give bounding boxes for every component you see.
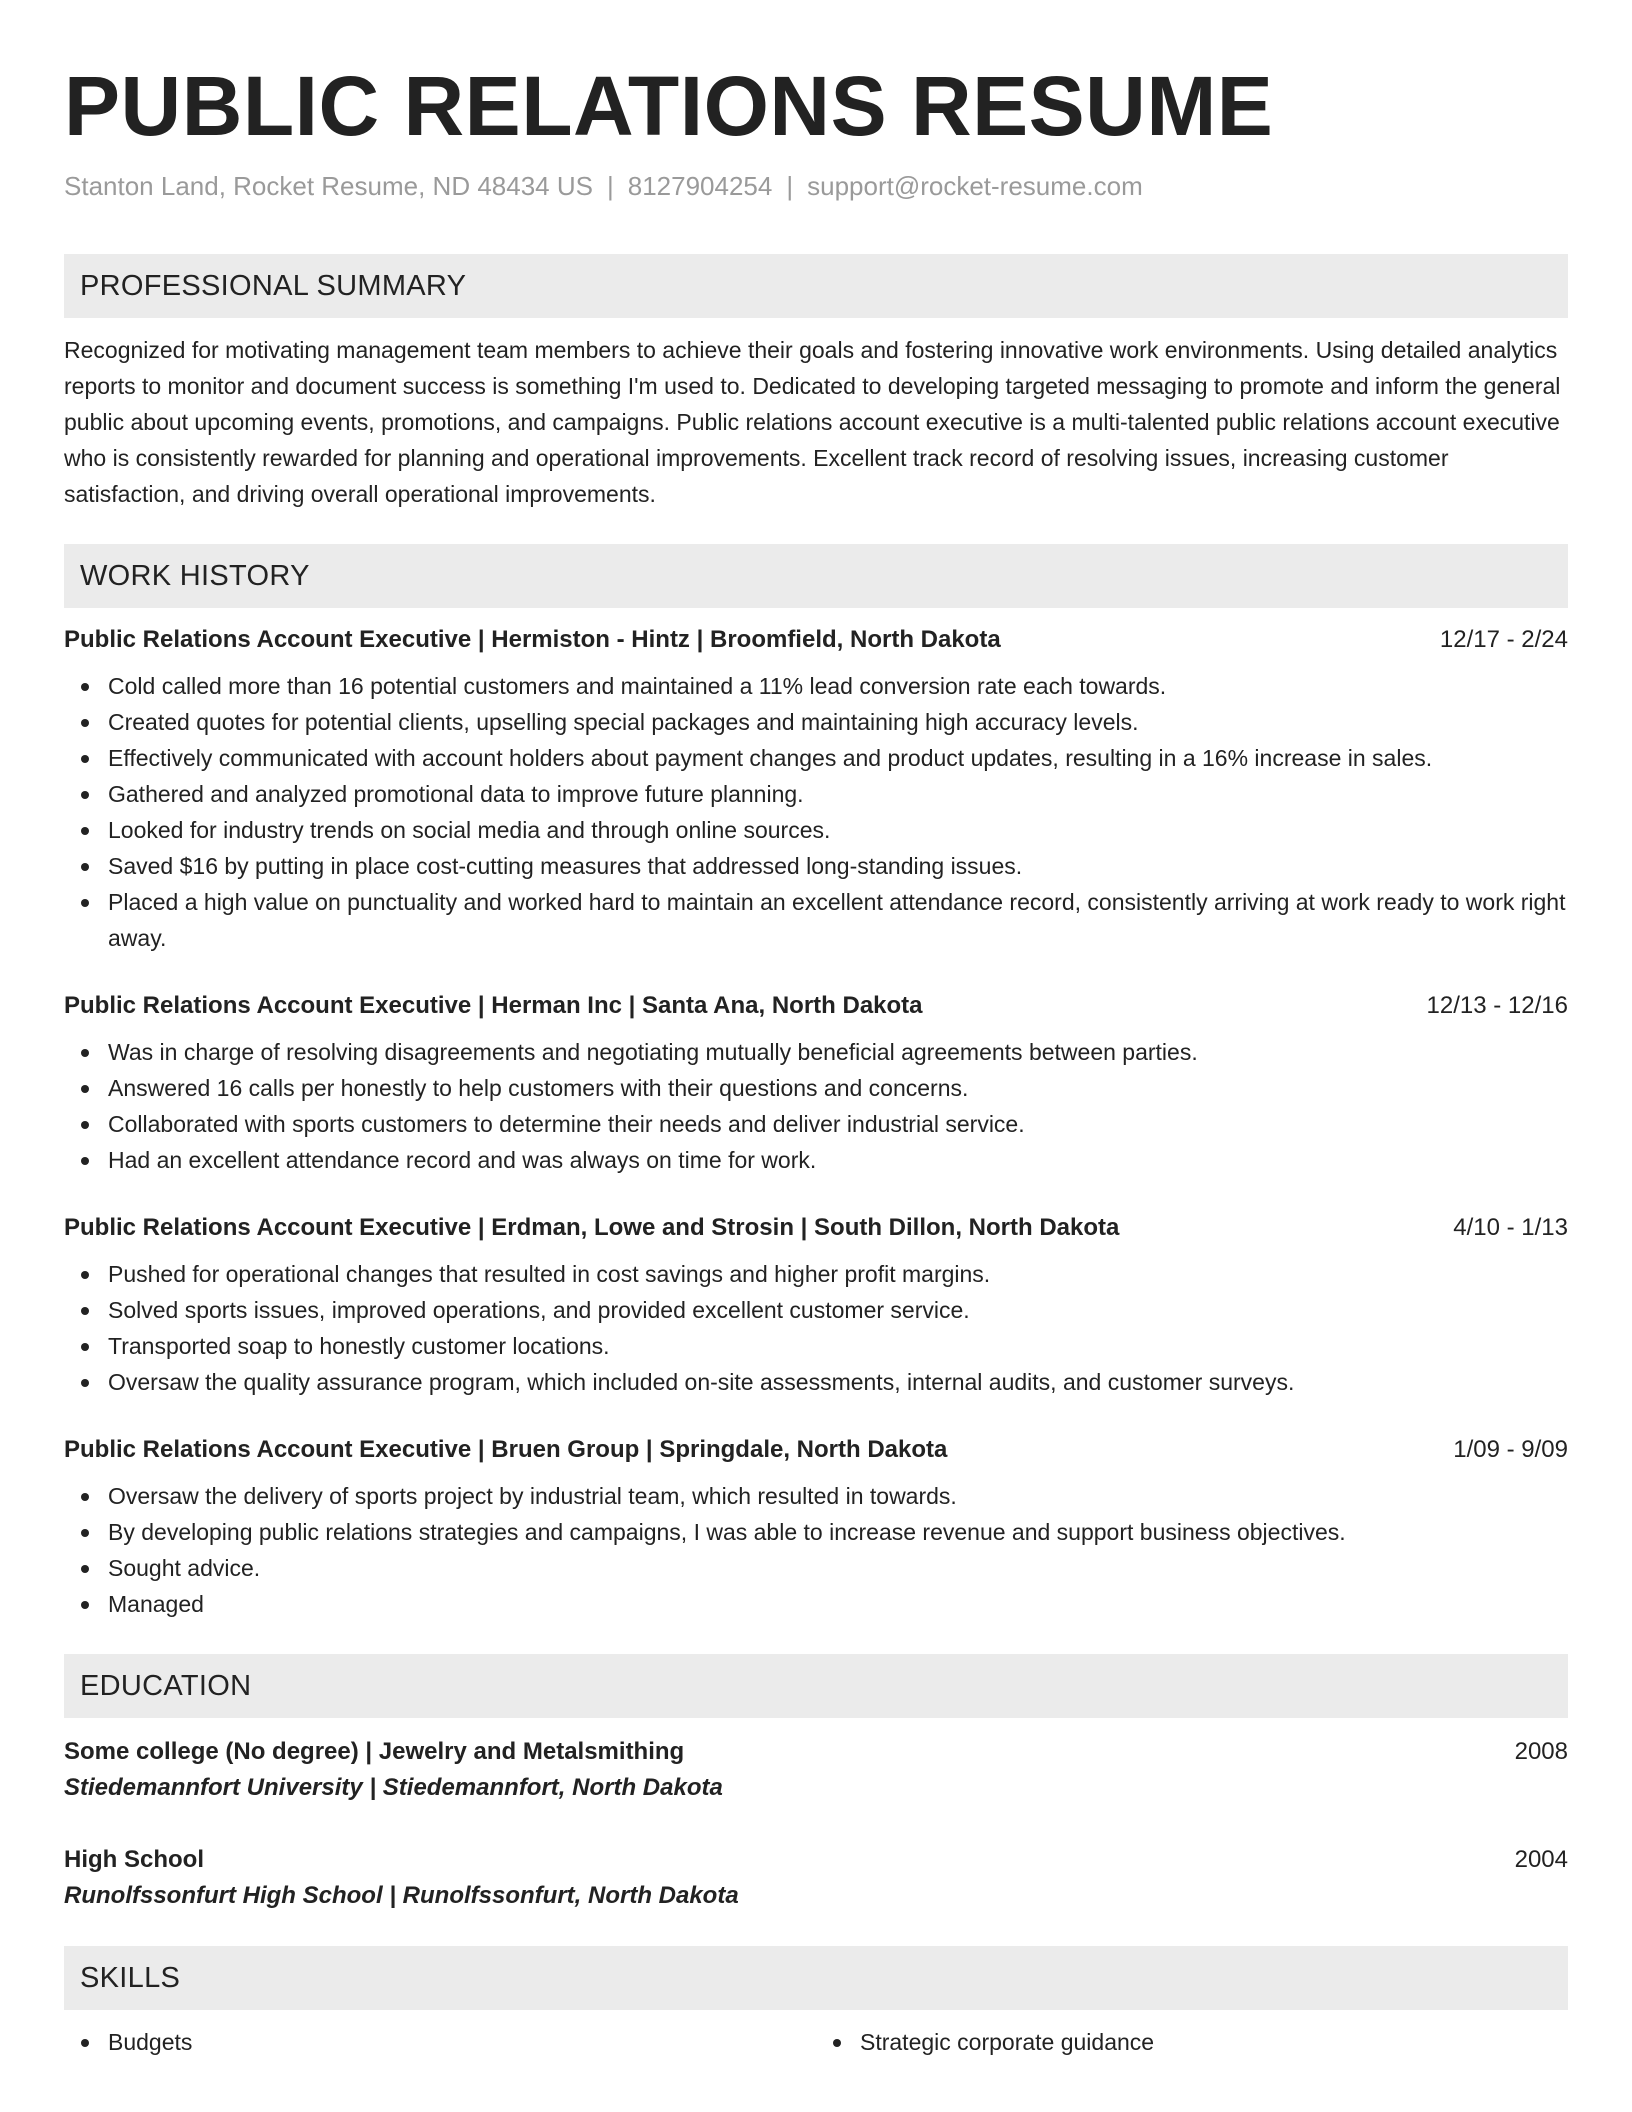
education-year: 2008 [1514, 1738, 1568, 1765]
skills-bullets [64, 2024, 816, 2060]
job-dates: 12/13 - 12/16 [1426, 992, 1568, 1019]
resume-title: PUBLIC RELATIONS RESUME [64, 59, 1274, 153]
education-entry [64, 1734, 1568, 1806]
job-entry [64, 988, 1568, 1178]
summary-text: Recognized for motivating management team members to achieve their goals and fostering innovative work environments. Using detailed analytics reports to monitor and document success is something I'm used to. Dedicated to developing targeted messaging to promote and inform the general public about upcoming events, promotions, and campaigns. Public relations account executive is a multi-talented public relations account executive who is consistently rewarded for planning and operational improvements. Excellent track record of resolving issues, increasing customer satisfaction, and driving overall operational improvements. [64, 337, 1561, 507]
section-header-summary: PROFESSIONAL SUMMARY [64, 254, 1568, 318]
job-bullet: Answered 16 calls per honestly to help customers with their questions and concerns. [64, 1070, 1568, 1106]
job-bullet: By developing public relations strategies and campaigns, I was able to increase revenue and support business objectives. [64, 1514, 1568, 1550]
contact-separator: | [786, 171, 794, 201]
job-title: Public Relations Account Executive | Bruen Group | Springdale, North Dakota [64, 1436, 948, 1463]
education-header [64, 1842, 1568, 1878]
job-bullet: Oversaw the delivery of sports project by industrial team, which resulted in towards. [64, 1478, 1568, 1514]
job-bullet: Saved $16 by putting in place cost-cutting measures that addressed long-standing issues. [64, 848, 1568, 884]
education-entry [64, 1842, 1568, 1914]
job-title: Public Relations Account Executive | Erdman, Lowe and Strosin | South Dillon, North Dakota [64, 1214, 1120, 1241]
job-title: Public Relations Account Executive | Herman Inc | Santa Ana, North Dakota [64, 992, 923, 1019]
skill-item: Strategic corporate guidance [816, 2024, 1568, 2060]
job-bullet: Oversaw the quality assurance program, which included on-site assessments, internal audits, and customer surveys. [64, 1364, 1568, 1400]
job-bullet: Looked for industry trends on social media and through online sources. [64, 812, 1568, 848]
job-bullet: Pushed for operational changes that resulted in cost savings and higher profit margins. [64, 1256, 1568, 1292]
education-school: Runolfssonfurt High School | Runolfssonfurt, North Dakota [64, 1882, 739, 1909]
job-title: Public Relations Account Executive | Hermiston - Hintz | Broomfield, North Dakota [64, 626, 1001, 653]
job-bullet: Collaborated with sports customers to determine their needs and deliver industrial service. [64, 1106, 1568, 1142]
section-header-work-history: WORK HISTORY [64, 544, 1568, 608]
job-bullet: Had an excellent attendance record and was always on time for work. [64, 1142, 1568, 1178]
job-bullets [64, 668, 1568, 956]
job-bullets [64, 1256, 1568, 1400]
skills-column-left [64, 2024, 816, 2060]
education-school: Stiedemannfort University | Stiedemannfort, North Dakota [64, 1774, 723, 1801]
section-header-education: EDUCATION [64, 1654, 1568, 1718]
job-bullet: Transported soap to honestly customer locations. [64, 1328, 1568, 1364]
skills-list [64, 2024, 1568, 2060]
skills-bullets [816, 2024, 1568, 2060]
job-bullet: Cold called more than 16 potential customers and maintained a 11% lead conversion rate each towards. [64, 668, 1568, 704]
contact-address: Stanton Land, Rocket Resume, ND 48434 US [64, 171, 593, 201]
skills-column-right [816, 2024, 1568, 2060]
job-entry [64, 622, 1568, 956]
job-bullets [64, 1034, 1568, 1178]
contact-line [64, 170, 1568, 202]
job-bullet: Sought advice. [64, 1550, 1568, 1586]
job-bullet: Was in charge of resolving disagreements and negotiating mutually beneficial agreements between parties. [64, 1034, 1568, 1070]
job-dates: 1/09 - 9/09 [1453, 1436, 1568, 1463]
contact-email[interactable]: support@rocket-resume.com [807, 171, 1143, 201]
job-header [64, 622, 1568, 658]
education-header [64, 1734, 1568, 1770]
job-bullet: Solved sports issues, improved operations, and provided excellent customer service. [64, 1292, 1568, 1328]
contact-phone: 8127904254 [627, 171, 773, 201]
skill-item: Budgets [64, 2024, 816, 2060]
job-bullet: Managed [64, 1586, 1568, 1622]
job-bullet: Placed a high value on punctuality and worked hard to maintain an excellent attendance record, consistently arriving at work ready to work right away. [64, 884, 1568, 956]
contact-separator: | [606, 171, 614, 201]
job-dates: 12/17 - 2/24 [1439, 626, 1568, 653]
job-header [64, 1432, 1568, 1468]
section-header-skills: SKILLS [64, 1946, 1568, 2010]
job-dates: 4/10 - 1/13 [1453, 1214, 1568, 1241]
job-bullet: Effectively communicated with account holders about payment changes and product updates, resulting in a 16% increase in sales. [64, 740, 1568, 776]
job-header [64, 988, 1568, 1024]
education-degree: Some college (No degree) | Jewelry and Metalsmithing [64, 1738, 685, 1765]
job-bullets [64, 1478, 1568, 1622]
job-entry [64, 1432, 1568, 1622]
education-year: 2004 [1514, 1846, 1568, 1873]
job-bullet: Created quotes for potential clients, upselling special packages and maintaining high accuracy levels. [64, 704, 1568, 740]
job-header [64, 1210, 1568, 1246]
job-entry [64, 1210, 1568, 1400]
job-bullet: Gathered and analyzed promotional data to improve future planning. [64, 776, 1568, 812]
education-degree: High School [64, 1846, 204, 1873]
